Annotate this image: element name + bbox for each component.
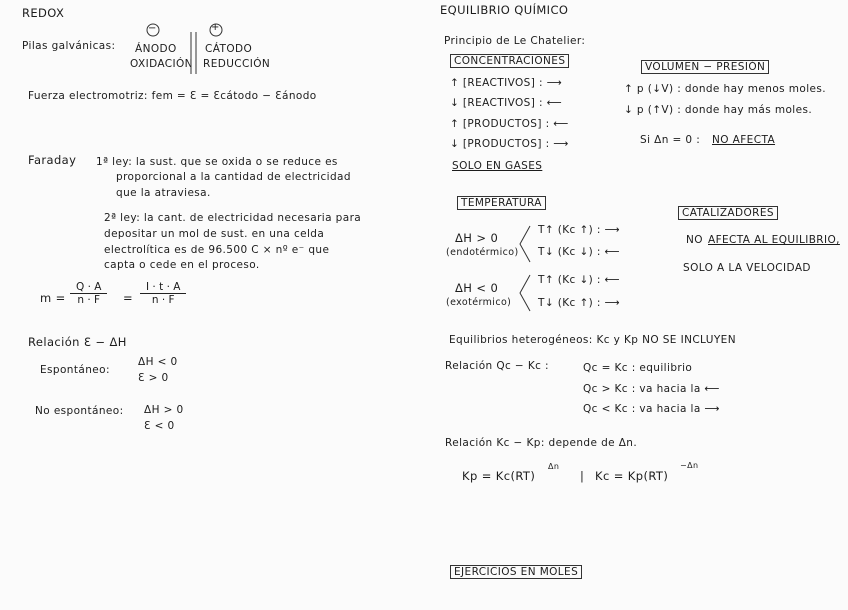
mass-fraction-2 (140, 281, 186, 306)
mass-fraction-2-den: n · F (151, 294, 175, 306)
faraday-law2-line1: 2ª ley: la cant. de electricidad necesaria para (104, 212, 362, 224)
faraday-law2-line2: depositar un mol de sust. en una celda (104, 228, 325, 240)
concentraciones-row-1: ↑ [REACTIVOS] : ⟶ (450, 77, 563, 89)
cathode-label: CÁTODO (205, 43, 253, 55)
equilibrios-heterogeneos: Equilibrios heterogéneos: Kc y Kp NO SE INCLUYEN (449, 334, 736, 346)
catalizadores-line-1-value: AFECTA AL EQUILIBRIO, (708, 234, 840, 246)
endo-label: (endotérmico) (446, 247, 519, 258)
kc-kp-title: Relación Kc − Kp: depende de Δn. (445, 437, 638, 449)
concentraciones-row-4: ↓ [PRODUCTOS] : ⟶ (450, 138, 569, 150)
temperatura-title: TEMPERATURA (457, 196, 546, 210)
qc-kc-title: Relación Qc − Kc : (445, 360, 549, 372)
pilas-double-bar (190, 32, 198, 76)
mass-formula-eq: = (123, 291, 134, 305)
mass-fraction-1 (70, 281, 107, 306)
faraday-label: Faraday (28, 153, 77, 167)
kc-equation: Kc = Kp(RT) (595, 469, 669, 483)
exo-down: T↓ (Kc ↑) : ⟶ (538, 297, 621, 309)
fem-formula: Fuerza electromotriz: fem = Ɛ = Ɛcátodo − Ɛánodo (28, 90, 317, 102)
espontaneo-label: Espontáneo: (40, 364, 110, 376)
faraday-law1-line3: que la atraviesa. (116, 187, 211, 199)
mass-fraction-1-den: n · F (77, 294, 101, 306)
qc-kc-row-2: Qc > Kc : va hacia la ⟵ (583, 383, 720, 395)
exo-label: (exotérmico) (446, 297, 512, 308)
kp-equation-exponent: Δn (548, 462, 560, 471)
espontaneo-e: Ɛ > 0 (138, 372, 169, 384)
endo-down: T↓ (Kc ↓) : ⟵ (538, 246, 621, 258)
qc-kc-row-1: Qc = Kc : equilibrio (583, 362, 693, 374)
volumen-row-3-value: NO AFECTA (712, 134, 776, 146)
faraday-law2-line3: electrolítica es de 96.500 C × nº e⁻ que (104, 244, 330, 256)
mass-fraction-2-num: I · t · A (140, 281, 186, 294)
anode-label: ÁNODO (135, 43, 177, 55)
mass-fraction-1-num: Q · A (70, 281, 107, 294)
exo-up: T↑ (Kc ↓) : ⟵ (538, 274, 621, 286)
endo-up: T↑ (Kc ↑) : ⟶ (538, 224, 621, 236)
reduction-label: REDUCCIÓN (203, 58, 271, 70)
concentraciones-row-3: ↑ [PRODUCTOS] : ⟵ (450, 118, 569, 130)
faraday-law2-line4: capta o cede en el proceso. (104, 259, 260, 271)
kc-kp-separator: | (580, 469, 585, 483)
catalizadores-title: CATALIZADORES (678, 206, 778, 220)
solo-en-gases-note: SOLO EN GASES (452, 160, 543, 172)
relacion-e-dh-title: Relación Ɛ − ΔH (28, 335, 127, 349)
volumen-row-3-prefix: Si Δn = 0 : (640, 134, 701, 146)
exo-dh: ΔH < 0 (455, 281, 499, 295)
volumen-presion-title: VOLUMEN − PRESIÓN (641, 60, 769, 74)
left-page-title: REDOX (22, 6, 65, 20)
faraday-law1-line2: proporcional a la cantidad de electricidad (116, 171, 351, 183)
ejercicios-en-moles: EJERCICIOS EN MOLES (450, 565, 582, 579)
espontaneo-dh: ΔH < 0 (138, 356, 178, 368)
volumen-row-1: ↑ p (↓V) : donde hay menos moles. (624, 83, 826, 95)
mass-formula-lhs: m = (40, 291, 66, 305)
catalizadores-line-2: SOLO A LA VELOCIDAD (683, 262, 811, 274)
kc-equation-exponent: −Δn (680, 461, 699, 470)
no-espontaneo-dh: ΔH > 0 (144, 404, 184, 416)
right-page-title: EQUILIBRIO QUÍMICO (440, 3, 569, 17)
no-espontaneo-label: No espontáneo: (35, 405, 124, 417)
anode-sign: − (148, 23, 157, 34)
oxidation-label: OXIDACIÓN (130, 58, 193, 70)
volumen-row-2: ↓ p (↑V) : donde hay más moles. (624, 104, 813, 116)
kp-equation: Kp = Kc(RT) (462, 469, 536, 483)
no-espontaneo-e: Ɛ < 0 (144, 420, 175, 432)
endo-dh: ΔH > 0 (455, 231, 499, 245)
concentraciones-title: CONCENTRACIONES (450, 54, 569, 68)
le-chatelier-principle: Principio de Le Chatelier: (444, 35, 586, 47)
qc-kc-row-3: Qc < Kc : va hacia la ⟶ (583, 403, 720, 415)
cathode-sign: + (211, 22, 220, 33)
exo-brace (518, 273, 532, 313)
faraday-law1-line1: 1ª ley: la sust. que se oxida o se reduce es (96, 156, 338, 168)
pilas-label: Pilas galvánicas: (22, 40, 116, 52)
catalizadores-line-1-prefix: NO (686, 234, 703, 246)
endo-brace (518, 224, 532, 264)
concentraciones-row-2: ↓ [REACTIVOS] : ⟵ (450, 97, 563, 109)
